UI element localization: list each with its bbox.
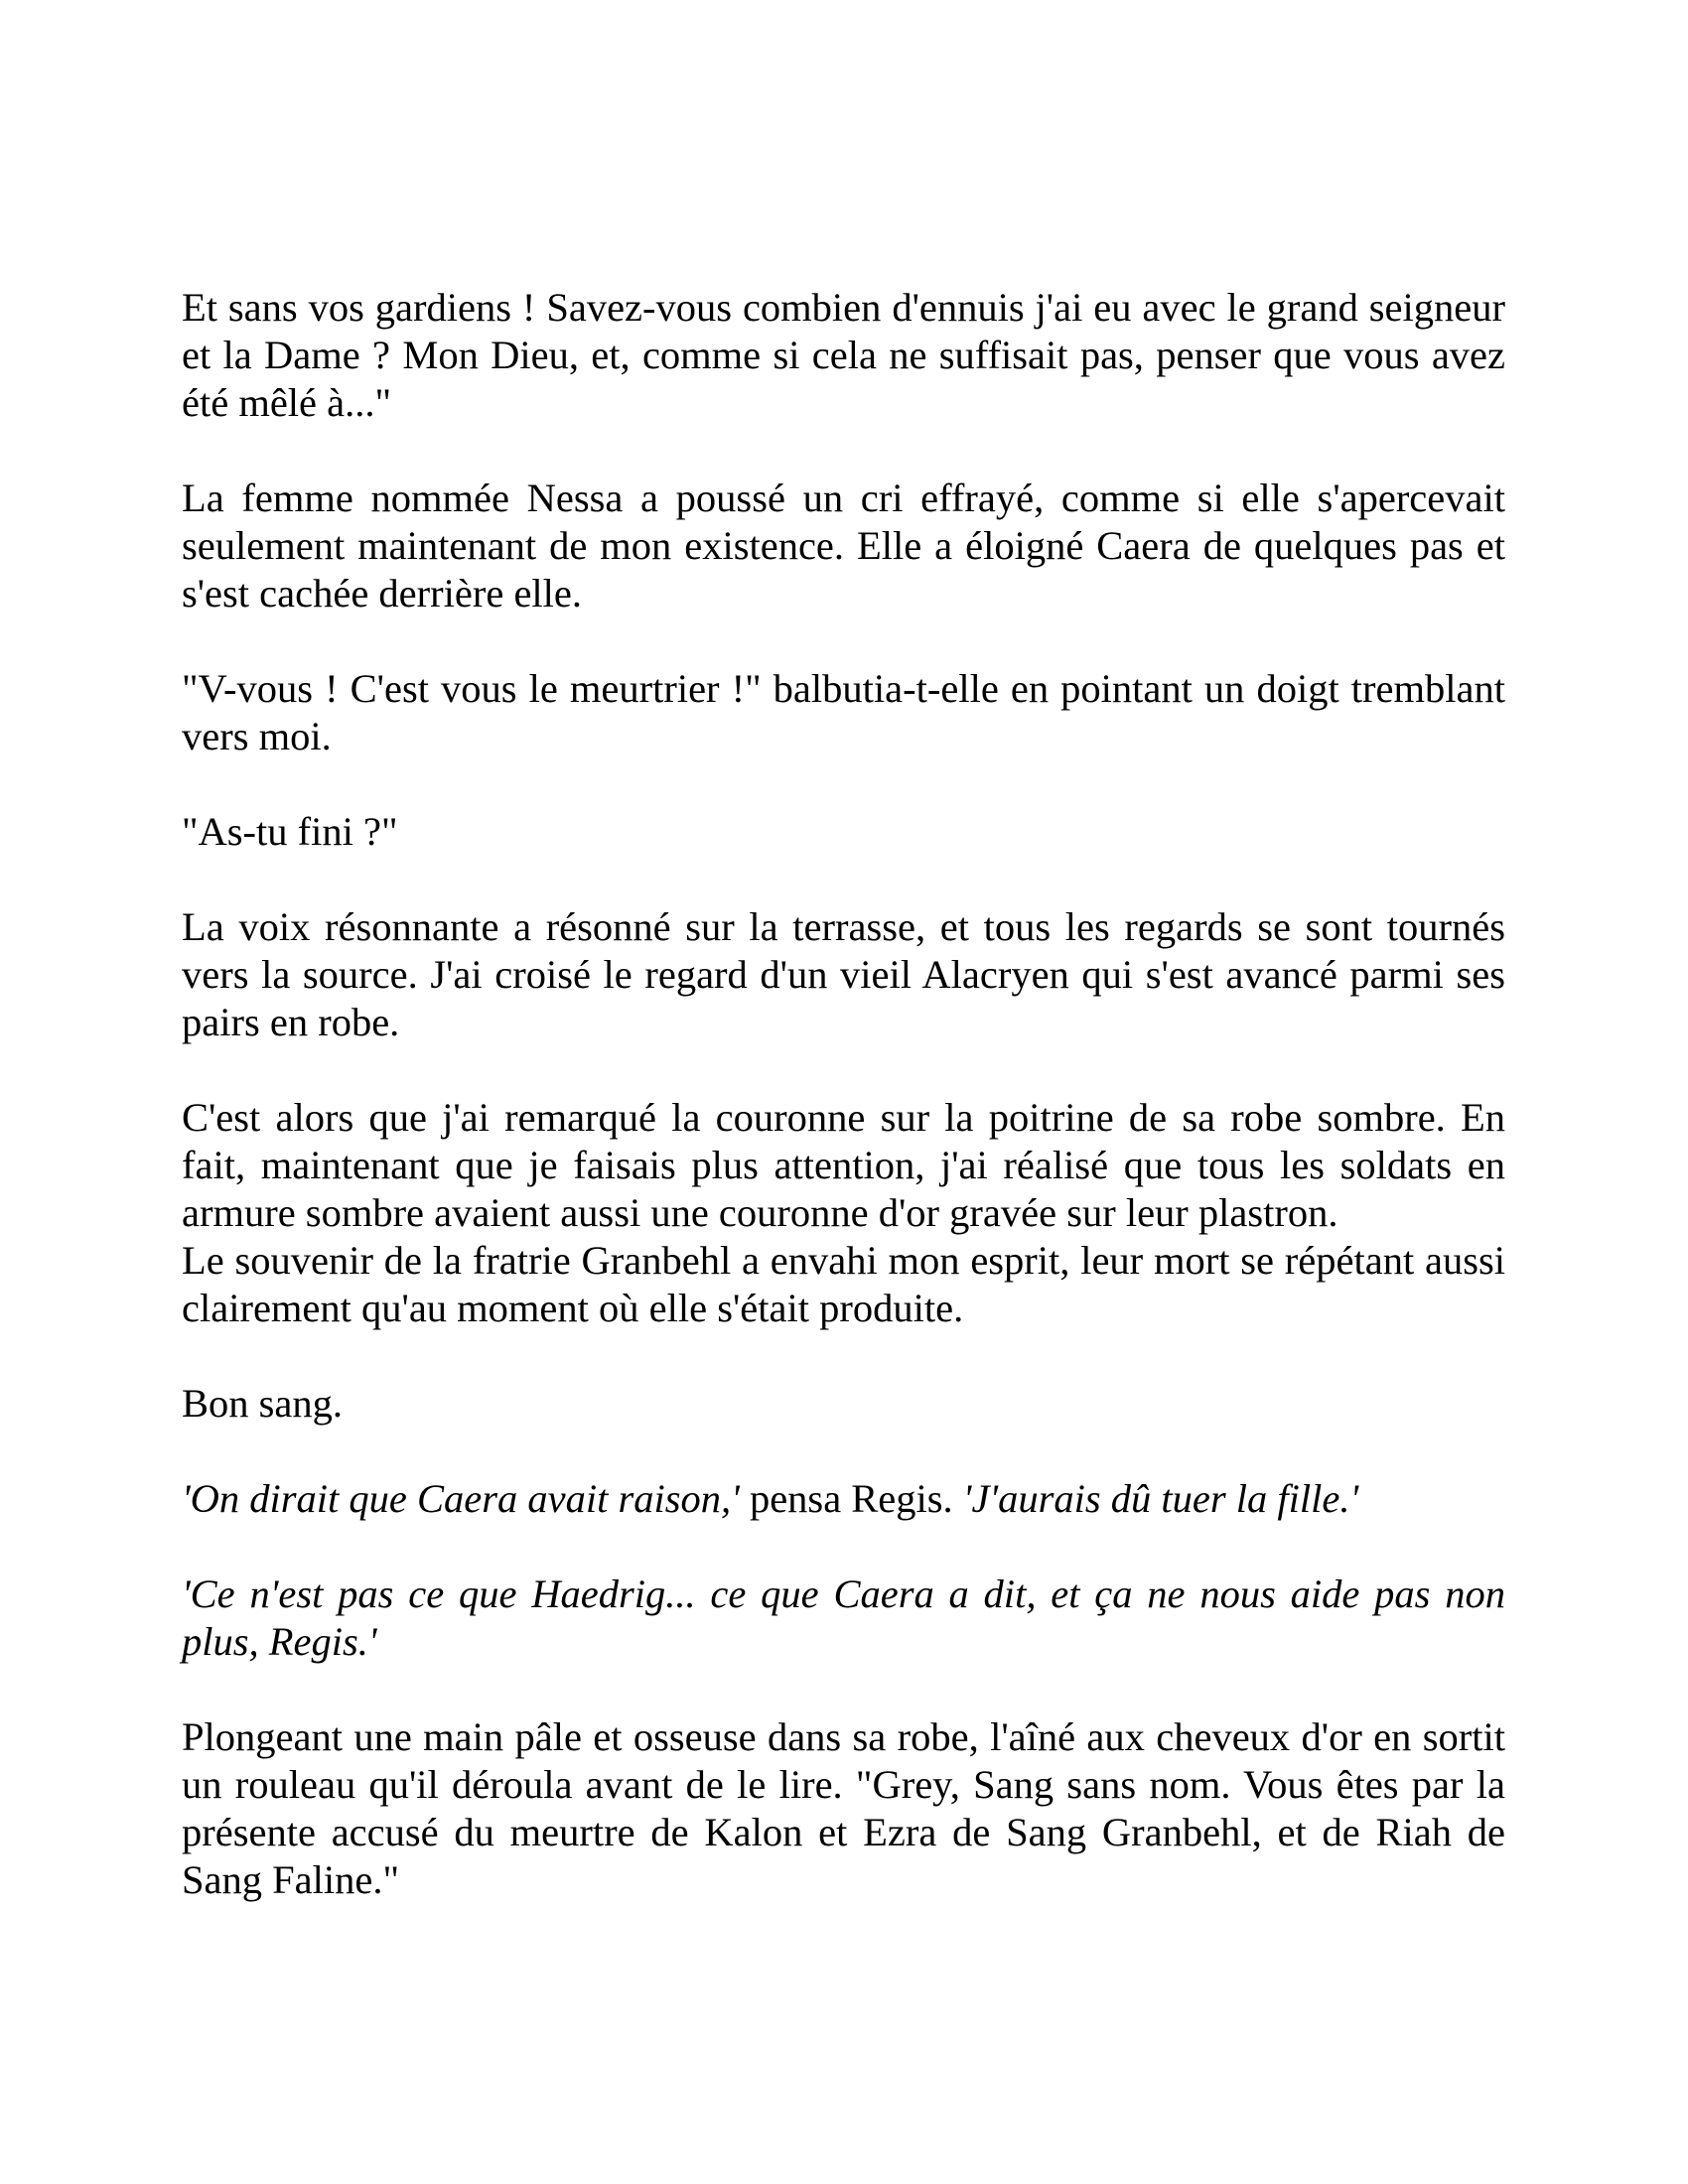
paragraph-regis-thought: [182, 1475, 1505, 1523]
document-page: [182, 284, 1505, 1952]
regis-quote-one: 'On dirait que Caera avait raison,': [182, 1476, 740, 1521]
paragraph-resonant-voice: La voix résonnante a résonné sur la terrasse, et tous les regards se sont tournés vers la source. J'ai croisé le regard d'un vieil Alacryen qui s'est avancé parmi ses pairs en robe.: [182, 904, 1505, 1044]
paragraph-as-tu-fini: "As-tu fini ?": [182, 809, 398, 854]
paragraph-granbehl-memory: Le souvenir de la fratrie Granbehl a envahi mon esprit, leur mort se répétant aussi clairement qu'au moment où elle s'était produite.: [182, 1238, 1505, 1330]
paragraph-nessa-scream: La femme nommée Nessa a poussé un cri effrayé, comme si elle s'apercevait seulement maintenant de mon existence. Elle a éloigné Caera de quelques pas et s'est cachée derrière elle.: [182, 476, 1505, 615]
paragraph-bon-sang: Bon sang.: [182, 1381, 343, 1426]
paragraph-accusation: "V-vous ! C'est vous le meurtrier !" balbutia-t-elle en pointant un doigt tremblant vers moi.: [182, 666, 1505, 758]
paragraph-italic-reply: 'Ce n'est pas ce que Haedrig... ce que Caera a dit, et ça ne nous aide pas non plus, Regis.': [182, 1571, 1505, 1664]
paragraph-guardians: Et sans vos gardiens ! Savez-vous combien d'ennuis j'ai eu avec le grand seigneur et la Dame ? Mon Dieu, et, comme si cela ne suffisait pas, penser que vous avez été mêlé à...": [182, 285, 1505, 425]
regis-narration: pensa Regis.: [739, 1476, 963, 1521]
paragraph-scroll-reading: Plongeant une main pâle et osseuse dans sa robe, l'aîné aux cheveux d'or en sortit un rouleau qu'il déroula avant de le lire. "Grey, Sang sans nom. Vous êtes par la présente accusé du meurtre de Kalon et Ezra de Sang Granbehl, et de Riah de Sang Faline.": [182, 1714, 1505, 1902]
paragraph-crown: C'est alors que j'ai remarqué la couronne sur la poitrine de sa robe sombre. En fait, maintenant que je faisais plus attention, j'ai réalisé que tous les soldats en armure sombre avaient aussi une couronne d'or gravée sur leur plastron.: [182, 1095, 1505, 1235]
regis-quote-two: 'J'aurais dû tuer la fille.': [962, 1476, 1359, 1521]
